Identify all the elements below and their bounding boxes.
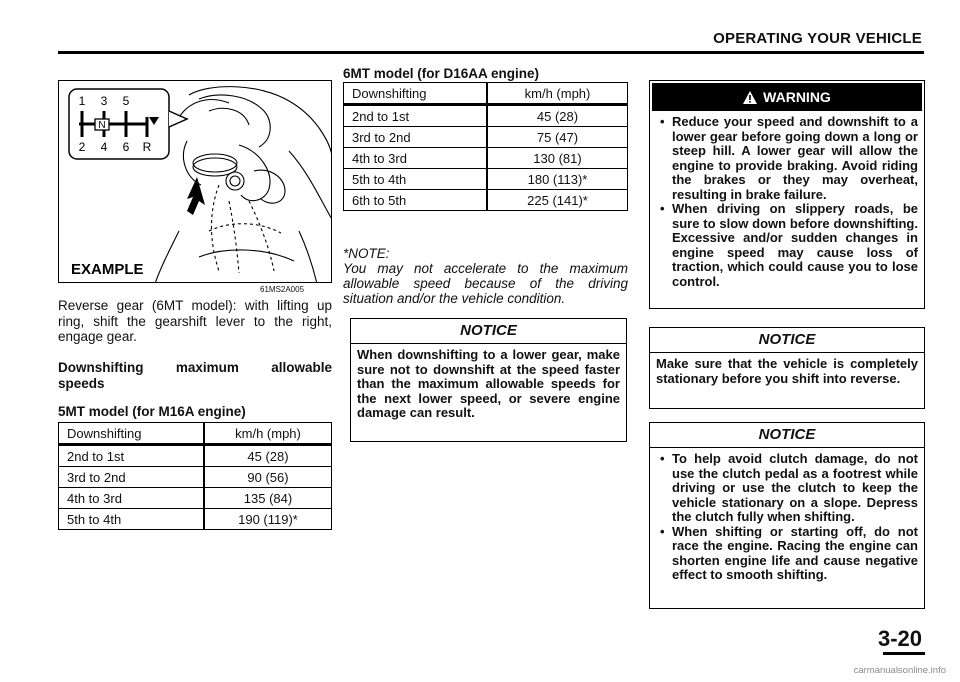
table-header-cell: km/h (mph) bbox=[487, 83, 628, 105]
table-row bbox=[344, 148, 628, 169]
downshift-heading-word-2: maximum bbox=[175, 360, 239, 375]
section-title: OPERATING YOUR VEHICLE bbox=[713, 30, 922, 47]
shift-gate-top-3: 5 bbox=[122, 94, 130, 108]
warning-title: WARNING bbox=[763, 89, 831, 105]
page-number: 3-20 bbox=[877, 626, 922, 651]
watermark: carmanualsonline.info bbox=[853, 665, 946, 676]
table-m16a-title: 5MT model (for M16A engine) bbox=[58, 404, 246, 419]
table-cell: 180 (113)* bbox=[487, 169, 628, 190]
table-m16a bbox=[58, 422, 332, 530]
table-cell: 4th to 3rd bbox=[344, 148, 488, 169]
table-cell: 5th to 4th bbox=[59, 509, 205, 530]
table-row bbox=[344, 169, 628, 190]
downshift-heading-word-3: allowable bbox=[271, 360, 332, 375]
table-cell: 190 (119)* bbox=[204, 509, 332, 530]
page-number-rule bbox=[883, 652, 925, 655]
table-row bbox=[59, 488, 332, 509]
table-row bbox=[344, 190, 628, 211]
table-cell: 2nd to 1st bbox=[59, 445, 205, 467]
shift-gate-bottom-2: 4 bbox=[100, 140, 108, 154]
note-label: *NOTE: bbox=[343, 246, 390, 261]
warning-triangle-icon bbox=[743, 85, 757, 113]
table-cell: 135 (84) bbox=[204, 488, 332, 509]
figure-code: 61MS2A005 bbox=[260, 285, 305, 294]
table-cell: 130 (81) bbox=[487, 148, 628, 169]
table-cell: 75 (47) bbox=[487, 127, 628, 148]
table-cell: 90 (56) bbox=[204, 467, 332, 488]
table-header-cell: Downshifting bbox=[59, 423, 205, 445]
gearshift-figure bbox=[58, 80, 332, 283]
table-header-row bbox=[59, 423, 332, 445]
neutral-label: N bbox=[98, 120, 106, 131]
table-cell: 5th to 4th bbox=[344, 169, 488, 190]
warning-box bbox=[649, 80, 925, 309]
downshift-heading-word-4: speeds bbox=[58, 376, 105, 391]
notice-clutch bbox=[649, 422, 925, 609]
list-item: • To help avoid clutch damage, do not use the clutch pedal as a footrest while driving or use the clutch to keep the vehicle stationary on a slope. Depress the clutch fully when shifting. bbox=[656, 452, 918, 525]
table-cell: 3rd to 2nd bbox=[344, 127, 488, 148]
speed-note bbox=[343, 246, 628, 306]
gearshift-illustration bbox=[59, 81, 332, 283]
header-rule bbox=[58, 51, 924, 54]
shift-gate-top-2: 3 bbox=[100, 94, 108, 108]
table-row bbox=[59, 445, 332, 467]
example-label: EXAMPLE bbox=[71, 261, 144, 278]
notice-downshift bbox=[350, 318, 627, 442]
downshift-heading-word-1: Downshifting bbox=[58, 360, 144, 375]
notice-text: Make sure that the vehicle is completely stationary before you shift into reverse. bbox=[656, 356, 918, 386]
table-cell: 45 (28) bbox=[487, 105, 628, 127]
shift-gate-bottom-1: 2 bbox=[78, 140, 86, 154]
downshift-heading bbox=[58, 360, 332, 392]
table-cell: 2nd to 1st bbox=[344, 105, 488, 127]
notice-title: NOTICE bbox=[650, 328, 924, 353]
list-item: • When shifting or starting off, do not race the engine. Racing the engine can shorten engine life and cause negative effect to smooth shifting. bbox=[656, 525, 918, 583]
table-row bbox=[344, 127, 628, 148]
notice-text: When downshifting to a lower gear, make sure not to downshift at the speed faster than the maximum allowable speeds for the next lower speed, or severe engine damage can result. bbox=[357, 347, 620, 420]
note-text: You may not accelerate to the maximum allowable speed because of the driving situation and/or the vehicle condition. bbox=[343, 261, 628, 306]
table-cell: 4th to 3rd bbox=[59, 488, 205, 509]
shift-gate-bottom-4: R bbox=[142, 140, 152, 154]
notice-reverse bbox=[649, 327, 925, 409]
list-item: • Reduce your speed and downshift to a lower gear before going down a long or steep hill. A lower gear will allow the engine to provide braking. Avoid riding the brakes or they may overheat, resulting in brake failure. bbox=[656, 115, 918, 202]
list-item: • When driving on slippery roads, be sure to slow down before downshifting. Excessive and/or sudden changes in engine speed may cause loss of traction, which could cause you to lose control. bbox=[656, 202, 918, 289]
table-row bbox=[59, 467, 332, 488]
table-header-cell: Downshifting bbox=[344, 83, 488, 105]
shift-gate-top-1: 1 bbox=[78, 94, 86, 108]
table-d16aa bbox=[343, 82, 628, 211]
table-header-cell: km/h (mph) bbox=[204, 423, 332, 445]
table-d16aa-title: 6MT model (for D16AA engine) bbox=[343, 66, 540, 81]
shift-gate-bottom-3: 6 bbox=[122, 140, 130, 154]
table-cell: 3rd to 2nd bbox=[59, 467, 205, 488]
notice-title: NOTICE bbox=[351, 319, 626, 344]
reverse-gear-text: Reverse gear (6MT model): with lifting up ring, shift the gearshift lever to the right, engage gear. bbox=[58, 298, 332, 344]
notice-clutch-list bbox=[650, 448, 924, 587]
notice-title: NOTICE bbox=[650, 423, 924, 448]
table-header-row bbox=[344, 83, 628, 105]
table-cell: 45 (28) bbox=[204, 445, 332, 467]
warning-list bbox=[650, 113, 924, 293]
table-cell: 6th to 5th bbox=[344, 190, 488, 211]
table-cell: 225 (141)* bbox=[487, 190, 628, 211]
warning-header bbox=[652, 83, 922, 111]
table-row bbox=[59, 509, 332, 530]
table-row bbox=[344, 105, 628, 127]
